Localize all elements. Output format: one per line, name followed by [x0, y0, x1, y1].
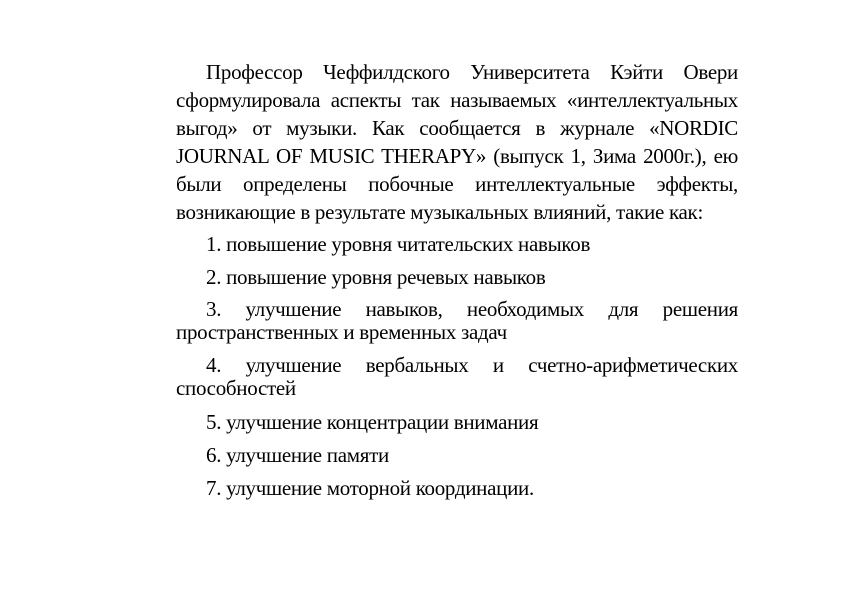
- list-item: 6. улучшение памяти: [206, 443, 389, 467]
- intro-paragraph: Профессор Чеффилдского Университета Кэйти Овери сформулировала аспекты так называемых «интеллектуальных выгод» от музыки. Как сообщается в журнале «NORDIC JOURNAL OF MUSIC THERAPY» (выпуск 1, Зима 2000г.), ею были определены побочные интеллектуальные эффекты, возникающие в результате музыкальных влияний, такие как:: [176, 60, 738, 224]
- text-block: [176, 58, 738, 509]
- list-item: 5. улучшение концентрации внимания: [206, 410, 539, 434]
- list-item: 1. повышение уровня читательских навыков: [206, 232, 591, 256]
- list-item: 7. улучшение моторной координации.: [206, 476, 534, 500]
- list-item: 3. улучшение навыков, необходимых для решения пространственных и временных задач: [176, 297, 738, 344]
- list-item: 2. повышение уровня речевых навыков: [206, 265, 546, 289]
- list-item: 4. улучшение вербальных и счетно-арифметических способностей: [176, 353, 738, 400]
